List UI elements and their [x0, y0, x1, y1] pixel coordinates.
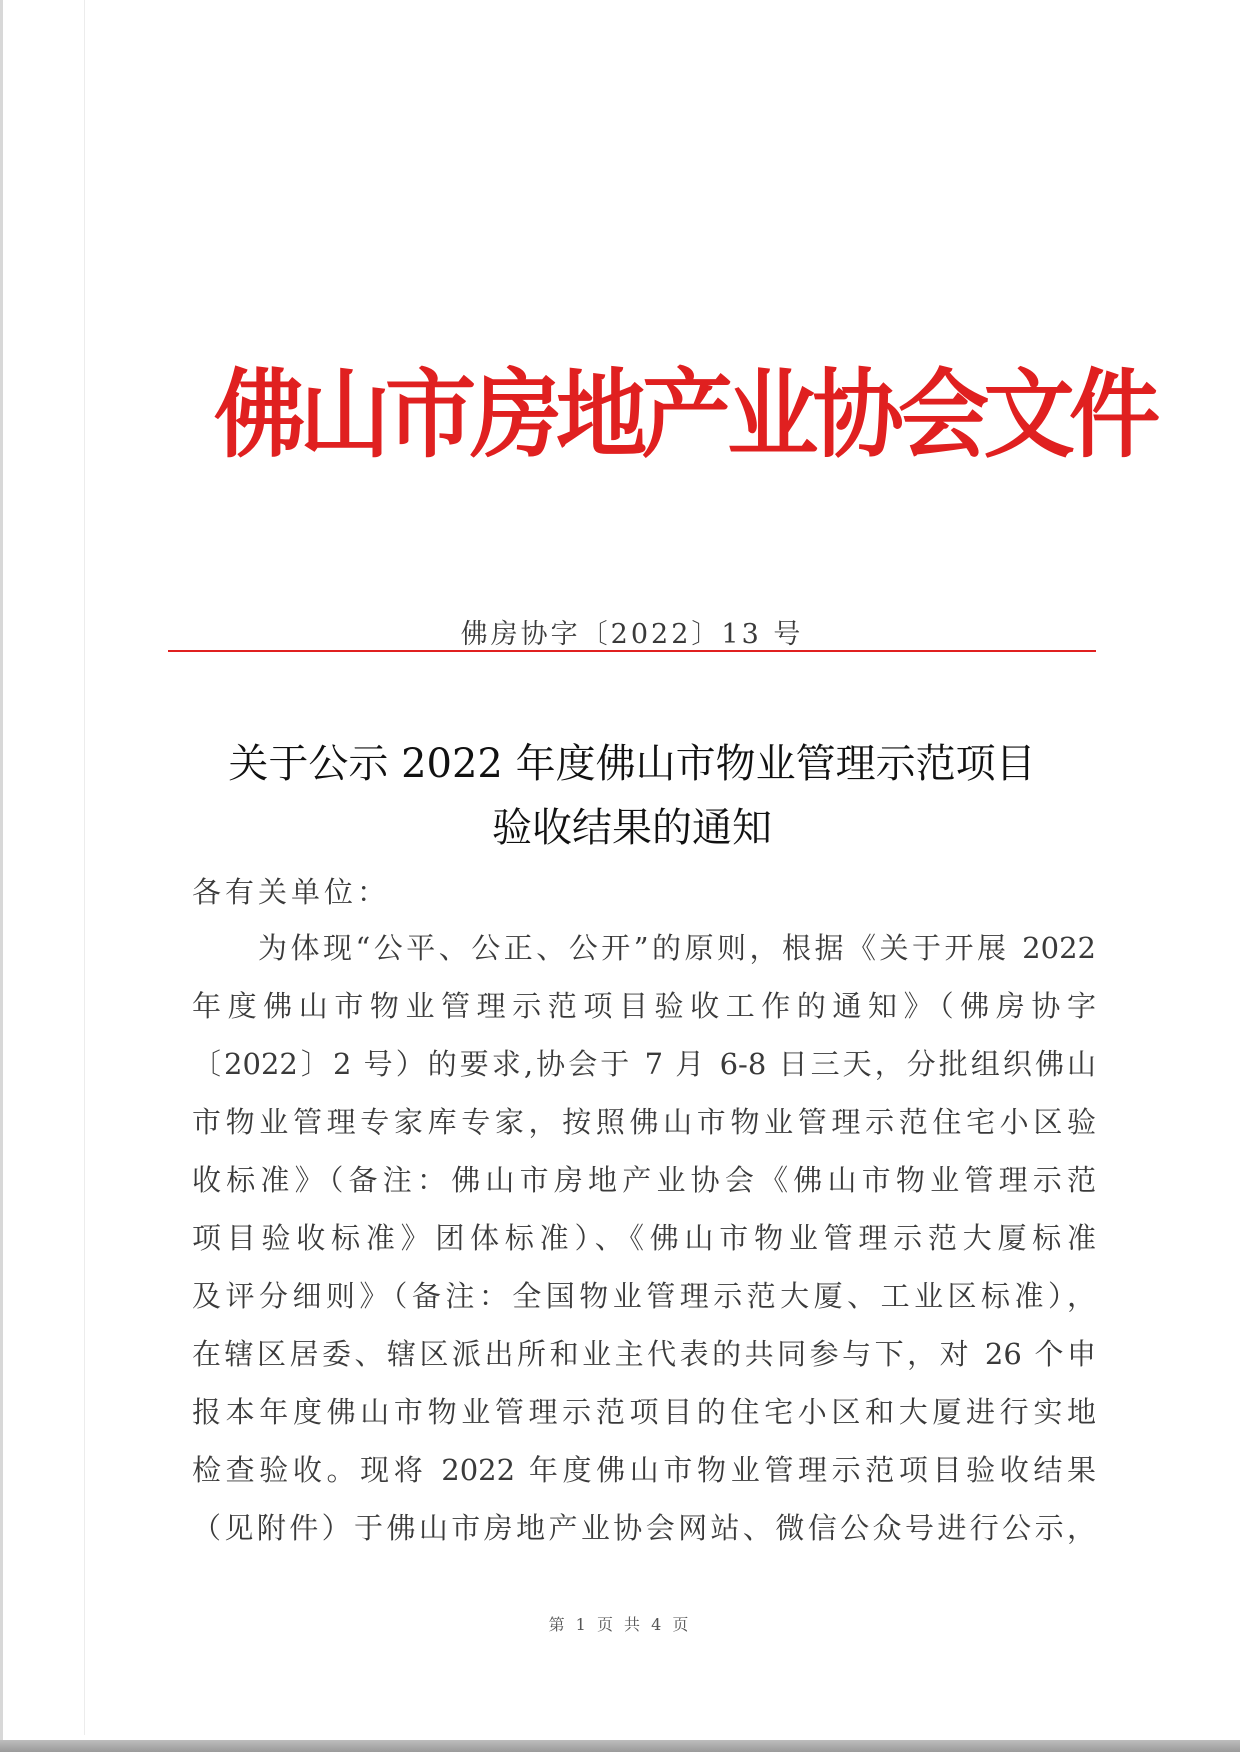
body-line: 及评分细则》（备注：全国物业管理示范大厦、工业区标准）， — [192, 1279, 1096, 1313]
body-line: 检查验收。现将 2022 年度佛山市物业管理示范项目验收结果 — [192, 1453, 1096, 1487]
body-line: 收标准》（备注：佛山市房地产业协会《佛山市物业管理示范 — [192, 1163, 1096, 1197]
notice-title-line-1: 关于公示 2022 年度佛山市物业管理示范项目 — [228, 741, 1036, 787]
notice-body — [192, 928, 1096, 1566]
body-line: 市物业管理专家库专家，按照佛山市物业管理示范住宅小区验 — [192, 1105, 1096, 1139]
body-line: 项目验收标准》团体标准）、《佛山市物业管理示范大厦标准 — [192, 1221, 1096, 1255]
notice-title — [168, 732, 1096, 860]
document-number: 佛房协字〔2022〕13 号 — [460, 619, 804, 650]
document-masthead: 佛山市房地产业协会文件 — [214, 359, 1155, 471]
scan-bottom-band — [0, 1740, 1240, 1752]
body-line: 报本年度佛山市物业管理示范项目的住宅小区和大厦进行实地 — [192, 1395, 1096, 1429]
scan-left-edge — [0, 0, 3, 1752]
scan-margin-line — [84, 0, 85, 1735]
body-line: （见附件）于佛山市房地产业协会网站、微信公众号进行公示， — [192, 1511, 1096, 1545]
body-line: 〔2022〕2 号）的要求,协会于 7 月 6-8 日三天，分批组织佛山 — [192, 1047, 1096, 1081]
body-line: 年度佛山市物业管理示范项目验收工作的通知》（佛房协字 — [192, 989, 1096, 1023]
notice-title-line-2: 验收结果的通知 — [492, 805, 772, 851]
red-divider-line — [168, 650, 1096, 652]
page-footer: 第 1 页 共 4 页 — [548, 1615, 692, 1634]
body-line: 为体现“公平、公正、公开”的原则，根据《关于开展 2022 — [258, 931, 1096, 965]
salutation: 各有关单位： — [192, 875, 391, 909]
body-line: 在辖区居委、辖区派出所和业主代表的共同参与下，对 26 个申 — [192, 1337, 1096, 1371]
